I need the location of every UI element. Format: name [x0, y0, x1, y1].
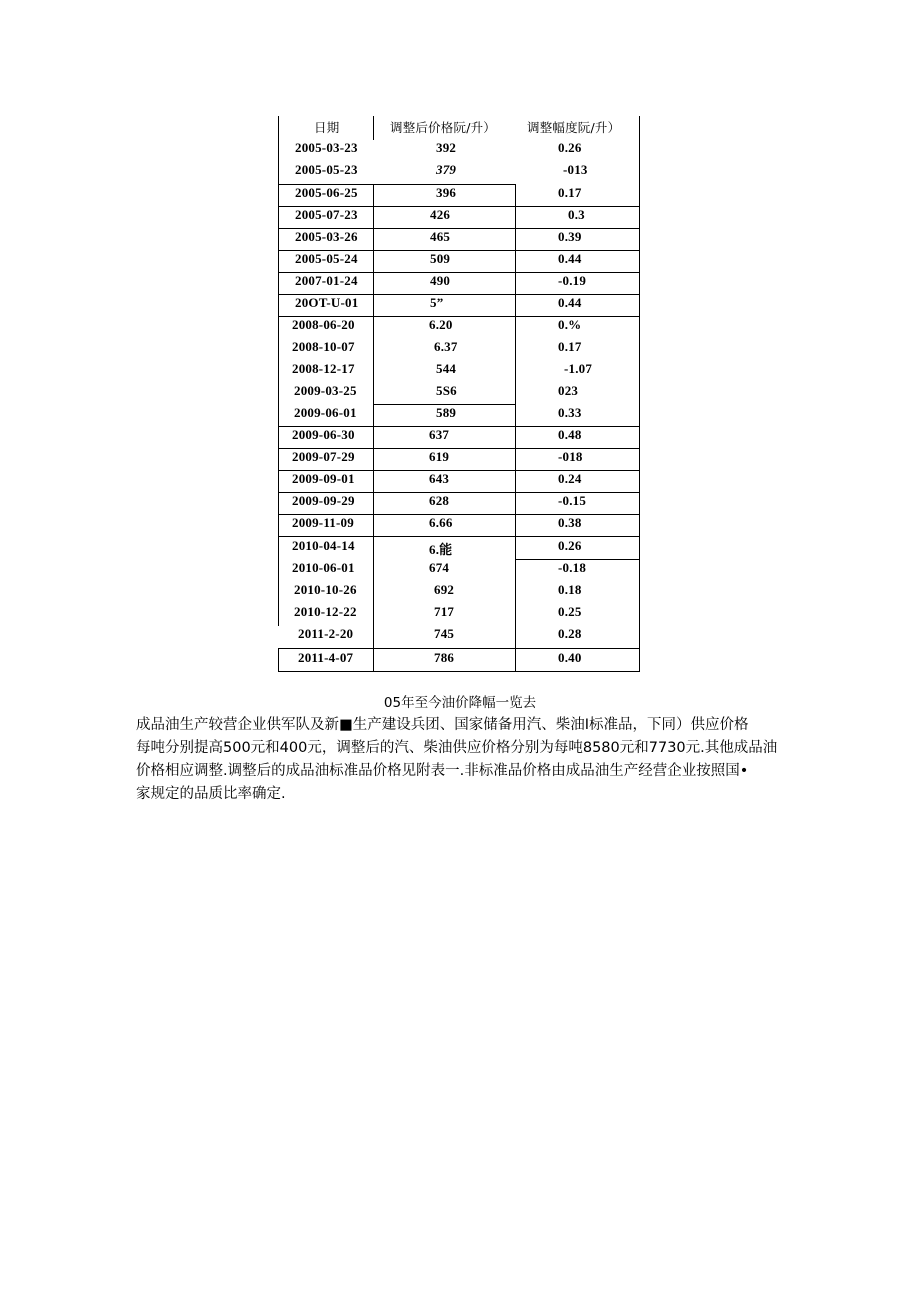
date-cell: 2010-04-14	[292, 538, 355, 553]
price-cell: 619	[429, 449, 450, 464]
price-cell: 379	[436, 162, 457, 177]
change-cell: 0.3	[568, 207, 585, 222]
table-column-divider-2	[515, 184, 516, 672]
price-cell: 692	[434, 582, 455, 597]
change-cell: 0.39	[558, 229, 582, 244]
date-cell: 20OT-U-01	[295, 295, 359, 310]
price-cell: 465	[430, 229, 451, 244]
price-cell: 392	[436, 140, 457, 155]
paragraph-line: 成品油生产较营企业供军队及新■生产建设兵团、国家储备用汽、柴油Ⅰ标准品，下同）供应价格	[136, 717, 749, 733]
change-cell: -018	[558, 449, 583, 464]
date-cell: 2010-12-22	[294, 604, 357, 619]
date-cell: 2005-03-26	[295, 229, 358, 244]
price-cell: 509	[430, 251, 451, 266]
table-caption: 05年至今油价降幅一览去	[383, 695, 537, 711]
change-cell: 023	[558, 383, 579, 398]
date-cell: 2005-07-23	[295, 207, 358, 222]
date-cell: 2007-01-24	[295, 273, 358, 288]
price-cell: 674	[429, 560, 450, 575]
change-cell: 0.26	[558, 538, 582, 553]
date-cell: 2009-03-25	[294, 383, 357, 398]
change-cell: 0.40	[558, 650, 582, 665]
date-cell: 2008-06-20	[292, 317, 355, 332]
paragraph-line: 价格相应调整.调整后的成品油标准品价格见附表一.非标准品价格由成品油生产经营企业按照国•	[136, 763, 749, 779]
price-cell: 6.66	[429, 515, 453, 530]
date-cell: 2005-05-23	[295, 162, 358, 177]
table-right-border	[639, 116, 640, 672]
price-cell: 5”	[430, 295, 444, 310]
date-cell: 2011-2-20	[298, 626, 354, 641]
change-cell: 0.17	[558, 185, 582, 200]
date-cell: 2009-11-09	[292, 515, 354, 530]
date-cell: 2009-09-29	[292, 493, 355, 508]
change-cell: 0.28	[558, 626, 582, 641]
change-cell: -013	[563, 162, 588, 177]
change-cell: -0.19	[558, 273, 587, 288]
price-cell: 643	[429, 471, 450, 486]
oil-price-table	[278, 116, 640, 672]
table-column-divider-1	[373, 116, 374, 140]
table-left-border	[278, 116, 279, 626]
change-cell: 0.38	[558, 515, 582, 530]
price-cell: 490	[430, 273, 451, 288]
date-cell: 2005-05-24	[295, 251, 358, 266]
change-cell: 0.48	[558, 427, 582, 442]
price-cell: 396	[436, 185, 457, 200]
price-cell: 717	[434, 604, 455, 619]
row-divider	[278, 648, 640, 649]
date-cell: 2011-4-07	[298, 650, 354, 665]
date-cell: 2009-06-01	[294, 405, 357, 420]
date-cell: 2010-10-26	[294, 582, 357, 597]
header-adjustment: 调整幅度阮/升）	[527, 120, 621, 135]
change-cell: -1.07	[564, 361, 593, 376]
change-cell: 0.44	[558, 251, 582, 266]
body-paragraph	[136, 714, 796, 806]
paragraph-line: 每吨分别提高500元和400元，调整后的汽、柴油供应价格分别为每吨8580元和7730元.其他成品油	[136, 740, 778, 756]
price-cell: 6.20	[429, 317, 453, 332]
change-cell: 0.%	[558, 317, 582, 332]
date-cell: 2010-06-01	[292, 560, 355, 575]
price-cell: 544	[436, 361, 457, 376]
price-cell: 6.能	[429, 542, 453, 557]
date-cell: 2005-03-23	[295, 140, 358, 155]
change-cell: 0.25	[558, 604, 582, 619]
table-column-divider-1-lower	[373, 184, 374, 672]
table-left-border-lower	[278, 648, 279, 672]
change-cell: 0.18	[558, 582, 582, 597]
price-cell: 5S6	[436, 383, 457, 398]
price-cell: 745	[434, 626, 455, 641]
price-cell: 786	[434, 650, 455, 665]
date-cell: 2009-09-01	[292, 471, 355, 486]
price-cell: 637	[429, 427, 450, 442]
table-bottom-border	[278, 671, 640, 672]
date-cell: 2005-06-25	[295, 185, 358, 200]
date-cell: 2009-07-29	[292, 449, 355, 464]
paragraph-line: 家规定的品质比率确定.	[136, 786, 286, 802]
change-cell: -0.15	[558, 493, 587, 508]
date-cell: 2008-12-17	[292, 361, 355, 376]
row-divider	[278, 536, 640, 537]
change-cell: -0.18	[558, 560, 587, 575]
change-cell: 0.24	[558, 471, 582, 486]
price-cell: 426	[430, 207, 451, 222]
date-cell: 2008-10-07	[292, 339, 355, 354]
price-cell: 6.37	[434, 339, 458, 354]
change-cell: 0.44	[558, 295, 582, 310]
header-adjusted-price: 调整后价格阮/升）	[390, 120, 497, 135]
date-cell: 2009-06-30	[292, 427, 355, 442]
change-cell: 0.33	[558, 405, 582, 420]
change-cell: 0.17	[558, 339, 582, 354]
change-cell: 0.26	[558, 140, 582, 155]
header-date: 日期	[314, 120, 340, 135]
price-cell: 628	[429, 493, 450, 508]
price-cell: 589	[436, 405, 457, 420]
